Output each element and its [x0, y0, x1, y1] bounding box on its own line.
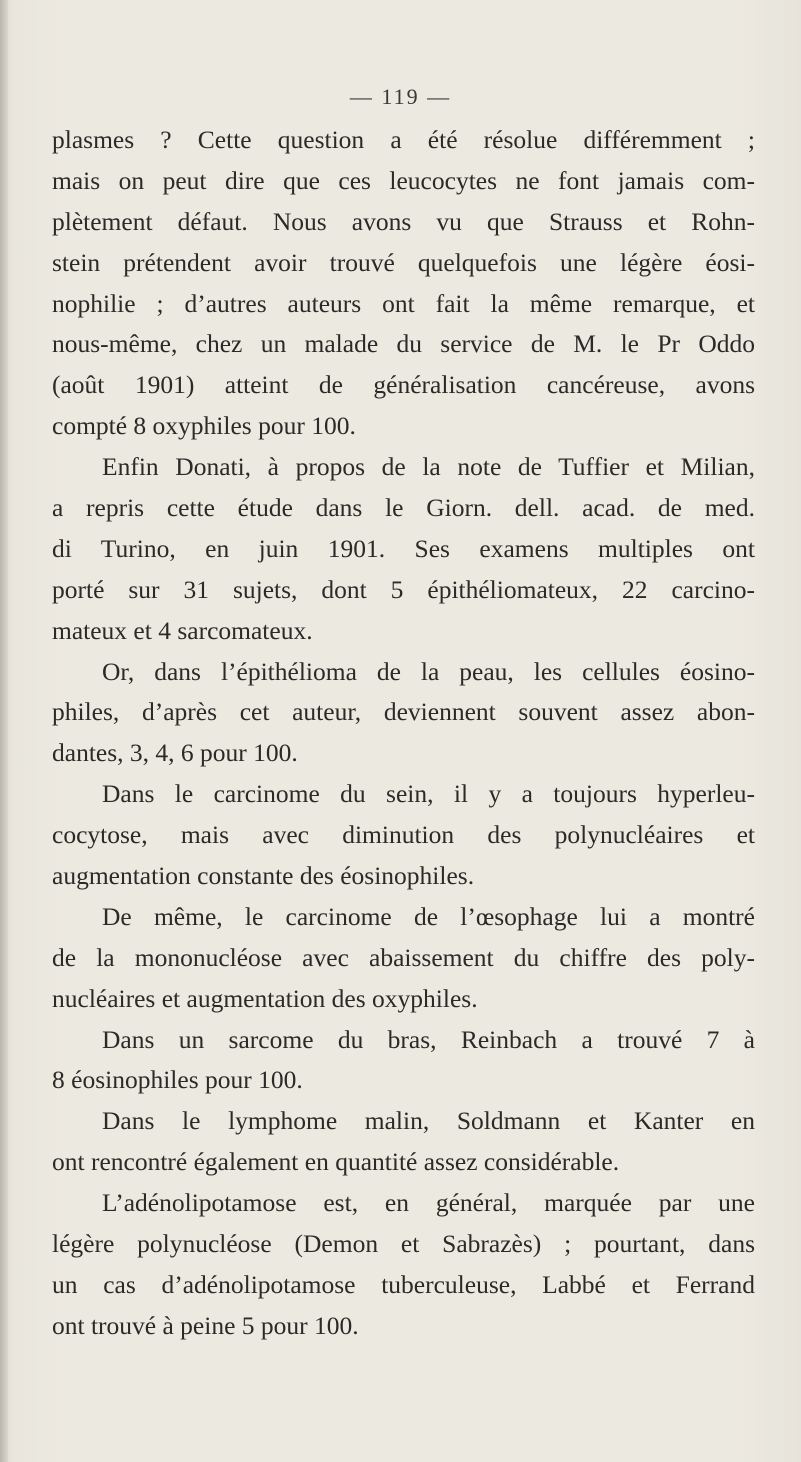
text-line: Dans un sarcome du bras, Reinbach a trouvé 7 à [102, 1024, 755, 1054]
text-line: stein prétendent avoir trouvé quelquefois une légère éosi- [52, 247, 755, 277]
text-line: nucléaires et augmentation des oxyphiles. [52, 983, 478, 1013]
text-line: nophilie ; d’autres auteurs ont fait la même remarque, et [52, 288, 755, 318]
text-line: un cas d’adénolipotamose tuberculeuse, Labbé et Ferrand [52, 1269, 755, 1299]
text-line: 8 éosinophiles pour 100. [52, 1065, 303, 1095]
text-line: (août 1901) atteint de généralisation cancéreuse, avons [52, 370, 755, 400]
text-line: légère polynucléose (Demon et Sabrazès) ; pourtant, dans [52, 1229, 755, 1259]
text-line: plasmes ? Cette question a été résolue différemment ; [52, 125, 755, 154]
text-line: Enfin Donati, à propos de la note de Tuffier et Milian, [102, 452, 755, 482]
text-line: plètement défaut. Nous avons vu que Strauss et Rohn- [52, 206, 755, 236]
text-line: Dans le lymphome malin, Soldmann et Kanter en [102, 1106, 755, 1136]
text-line: compté 8 oxyphiles pour 100. [52, 411, 356, 441]
page-number: — 119 — [349, 84, 452, 109]
text-line: cocytose, mais avec diminution des polynucléaires et [52, 820, 755, 850]
text-line: dantes, 3, 4, 6 pour 100. [52, 738, 298, 768]
text-line: porté sur 31 sujets, dont 5 épithéliomateux, 22 carcino- [52, 574, 755, 604]
text-line: Dans le carcinome du sein, il y a toujours hyperleu- [102, 779, 755, 809]
text-line: philes, d’après cet auteur, deviennent souvent assez abon- [52, 697, 755, 727]
text-line: ont rencontré également en quantité assez considérable. [52, 1147, 620, 1177]
book-spine-shadow [0, 0, 8, 1462]
text-line: a repris cette étude dans le Giorn. dell. acad. de med. [52, 493, 755, 523]
text-line: augmentation constante des éosinophiles. [52, 861, 475, 891]
text-line: mateux et 4 sarcomateux. [52, 615, 313, 645]
text-line: L’adénolipotamose est, en général, marquée par une [102, 1188, 755, 1218]
text-line: Or, dans l’épithélioma de la peau, les cellules éosino- [102, 656, 755, 686]
text-line: ont trouvé à peine 5 pour 100. [52, 1310, 359, 1340]
text-line: mais on peut dire que ces leucocytes ne font jamais com- [52, 165, 755, 195]
text-line: nous-même, chez un malade du service de M. le Pr Oddo [52, 329, 755, 359]
text-line: di Turino, en juin 1901. Ses examens multiples ont [52, 533, 755, 563]
body-text [52, 120, 755, 1347]
text-line: de la mononucléose avec abaissement du chiffre des poly- [52, 942, 755, 972]
text-line: De même, le carcinome de l’œsophage lui a montré [102, 901, 755, 931]
